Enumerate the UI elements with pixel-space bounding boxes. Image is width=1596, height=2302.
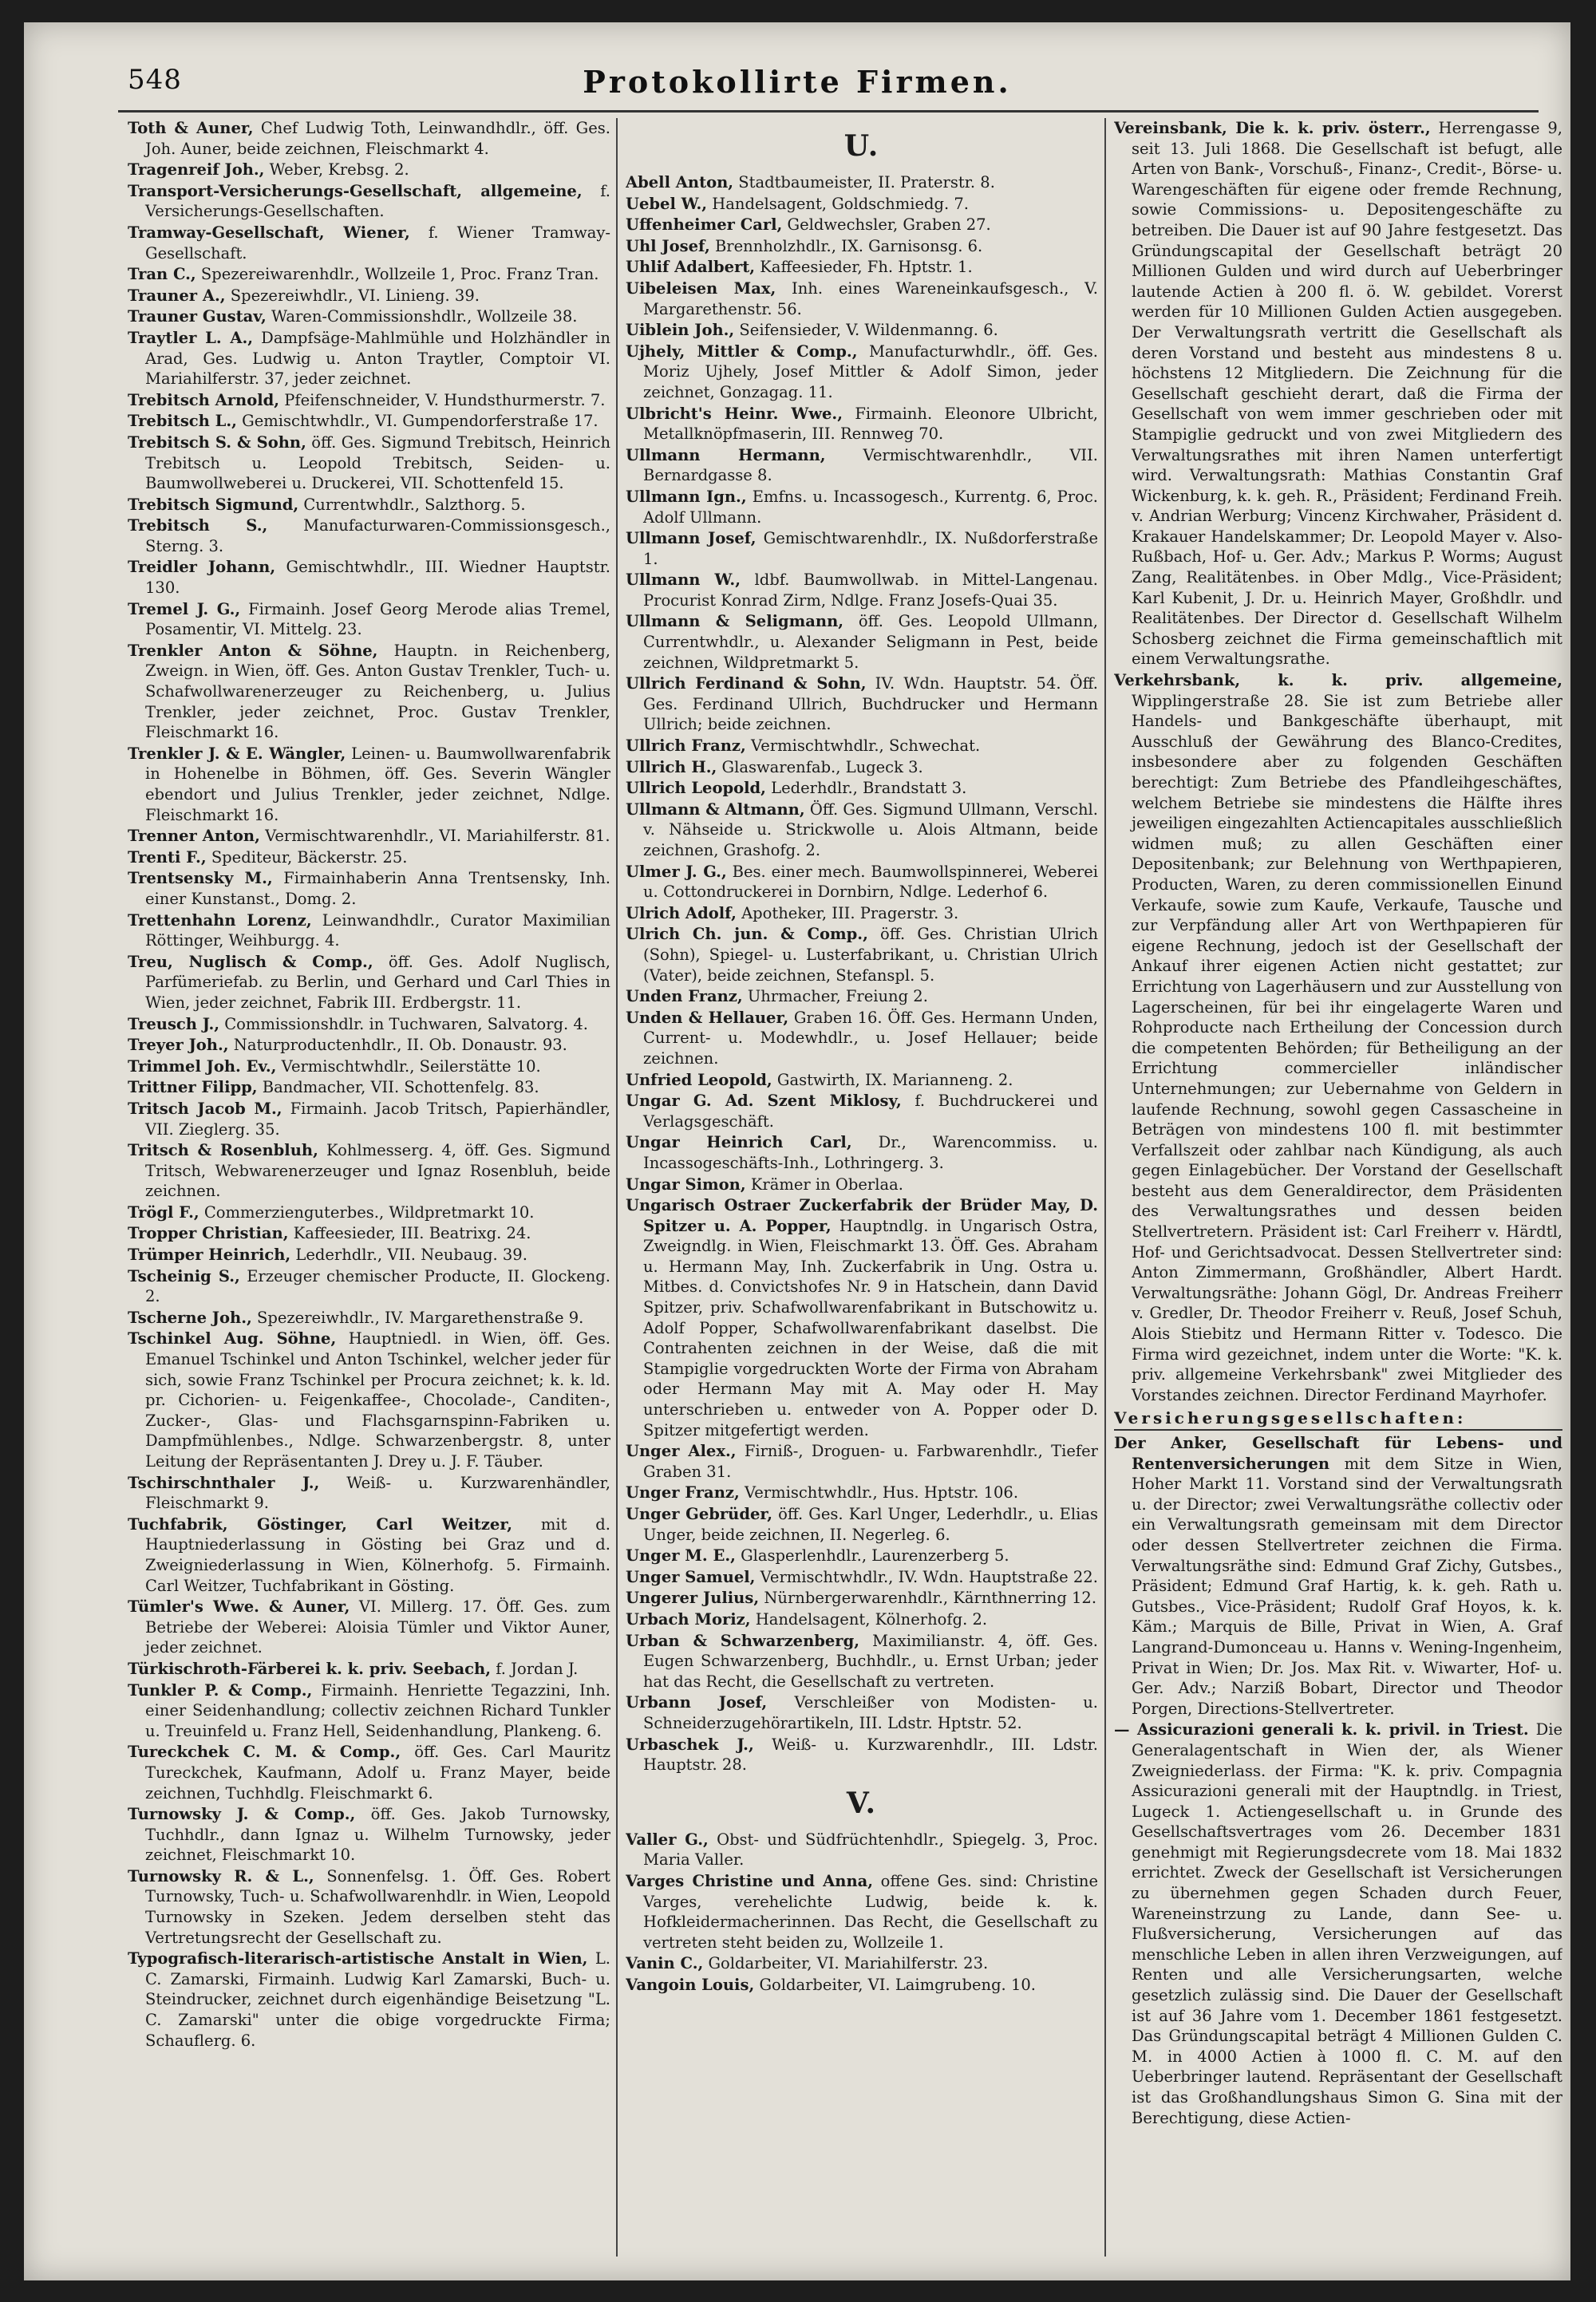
firm-name: Trauner Gustav, [128, 307, 267, 326]
firm-details: Naturproductenhdlr., II. Ob. Donaustr. 93. [228, 1036, 567, 1055]
firm-name: Trenkler J. & E. Wängler, [128, 744, 346, 763]
firm-details: Firniß-, Droguen- u. Farbwarenhdlr., Tiefer Graben 31. [643, 1442, 1098, 1481]
firm-details: Apotheker, III. Pragerstr. 3. [736, 903, 959, 922]
firm-details: Glaswarenfab., Lugeck 3. [717, 757, 923, 776]
firm-name: Trauner A., [128, 286, 226, 305]
firm-details: Krämer in Oberlaa. [745, 1175, 903, 1194]
document-page [24, 22, 1570, 2280]
directory-entry [128, 515, 610, 556]
firm-details: Graben 16. Öff. Ges. Hermann Unden, Current- u. Modewhdlr., u. Josef Hellauer; beide zeichnen. [643, 1008, 1098, 1068]
firm-name: Trenti F., [128, 847, 207, 867]
firm-details: Herrengasse 9, seit 13. Juli 1868. Die Gesellschaft ist befugt, alle Arten von Bank-, Vorschuß-, Finanz-, Credit-, Börse- u. Warengeschäften für eigene oder fremde Rechnung, sowie Commissions- u. Depositengeschäfte zu betreiben. Die Dauer ist auf 90 Jahre festgesetzt. Das Gründungscapital der Gesellschaft beträgt 20 Millionen Gulden und wird durch auf Ueberbringer lautende Actien à 200 fl. ö. W. gebildet. Vorerst werden für 10 Millionen Gulden Actien ausgegeben. Der Verwaltungsrath vertritt die Gesellschaft als deren Vorstand und besteht aus mindestens 8 u. höchstens 12 Mitgliedern. Die Zeichnung für die Gesellschaft geschieht derart, daß die Firma der Gesellschaft von wem immer geschrieben oder mit Stampiglie gedruckt und von zwei Mitgliedern des Verwaltungsrathes mit ihren Namen unterfertigt wird. Verwaltungsrath: Mathias Constantin Graf Wickenburg, k. k. geh. R., Präsident; Ferdinand Freih. v. Andrian Werburg; Vincenz Kirchwaher, Präsident d. Krakauer Handelskammer; Dr. Leopold Mayer v. Also-Rußbach, Hof- u. Ger. Adv.; Markus P. Worms; August Zang, Realitätenbes. in Ober Mdlg., Vice-Präsident; Karl Kubenit, J. Dr. u. Heinrich Mayer, Großhdlr. und Realitätenbes. Der Director d. Gesellschaft Wilhelm Schosberg zeichnet die Firma gemeinschaftlich mit einem Verwaltungsrathe. [1132, 119, 1562, 669]
directory-entry [626, 1008, 1098, 1069]
column-2 [626, 118, 1098, 2257]
firm-name: Ullrich Franz, [626, 736, 746, 756]
firm-name: Tran C., [128, 265, 196, 284]
firm-name: Ulrich Adolf, [626, 903, 737, 922]
firm-details: öff. Ges. Jakob Turnowsky, Tuchhdlr., dann Ignaz u. Wilhelm Turnowsky, jeder zeichnet, Fleischmarkt 10. [145, 1805, 610, 1865]
firm-name: Unger M. E., [626, 1546, 736, 1566]
firm-details: öff. Ges. Leopold Ullmann, Currentwhdlr., u. Alexander Seligmann in Pest, beide zeichnen, Wildpretmarkt 5. [643, 612, 1098, 672]
firm-details: Emfns. u. Incassogesch., Kurrentg. 6, Proc. Adolf Ullmann. [643, 487, 1098, 527]
directory-entry [626, 1588, 1098, 1609]
directory-entry [626, 1132, 1098, 1173]
directory-entry [128, 306, 610, 327]
firm-name: Tragenreif Joh., [128, 160, 265, 180]
firm-details: L. C. Zamarski, Firmainh. Ludwig Karl Zamarski, Buch- u. Steindrucker, zeichnet durch eigenhändige Beisetzung "L. C. Zamarski" unter die obige vorgedruckte Firma; Schauflerg. 6. [145, 1949, 610, 2050]
firm-details: mit d. Hauptniederlassung in Gösting bei Graz und d. Zweigniederlassung in Wien, Kölnerhofg. 5. Firmainh. Carl Weitzer, Tuchfabrikant in Gösting. [145, 1514, 610, 1595]
directory-entry [626, 1504, 1098, 1545]
firm-name: Uhl Josef, [626, 236, 710, 255]
firm-name: Ulrich Ch. jun. & Comp., [626, 925, 868, 944]
directory-entry [626, 1830, 1098, 1870]
directory-entry [626, 1070, 1098, 1091]
directory-entry [626, 236, 1098, 257]
directory-entry [626, 172, 1098, 193]
firm-details: Gemischtwhdlr., III. Wiedner Hauptstr. 130. [145, 558, 610, 598]
firm-name: Tureckchek C. M. & Comp., [128, 1743, 401, 1762]
directory-entry [128, 1949, 610, 2051]
firm-name: Ulbricht's Heinr. Wwe., [626, 404, 843, 423]
firm-name: Turnowsky R. & L., [128, 1866, 314, 1885]
firm-details: Leinen- u. Baumwollwarenfabrik in Hohenelbe in Böhmen, öff. Ges. Severin Wängler ebendort und Julius Trenkler, jeder zeichnet, Ndlge. Fleischmarkt 16. [145, 744, 610, 824]
directory-entry [626, 1195, 1098, 1440]
firm-name: Trimmel Joh. Ev., [128, 1056, 277, 1076]
directory-entry [626, 757, 1098, 778]
firm-details: f. Versicherungs-Gesellschaften. [145, 181, 610, 221]
directory-entry [128, 118, 610, 159]
firm-details: Spezereiwhdlr., IV. Margarethenstraße 9. [251, 1308, 584, 1327]
firm-details: Dampfsäge-Mahlmühle und Holzhändler in Arad, Ges. Ludwig u. Anton Traytler, Comptoir VI. Mariahilferstr. 37, jeder zeichnet. [145, 328, 610, 389]
directory-entry [128, 390, 610, 411]
firm-details: Leinwandhdlr., Curator Maximilian Röttinger, Weihburgg. 4. [145, 910, 610, 950]
firm-details: Hauptniedl. in Wien, öff. Ges. Emanuel Tschinkel und Anton Tschinkel, welcher jeder für sich, sowie Franz Tschinkel per Procura zeichnet; k. k. ld. pr. Cichorien- u. Feigenkaffee-, Chocolade-, Canditen-, Zucker-, Glas- und Flachsgarnspinn-Fabriken u. Dampfmühlenbes., Ndlge. Schwarzenbergstr. 8, unter Leitung der Repräsentanten J. Drey u. J. F. Täuber. [145, 1329, 610, 1471]
directory-entry [626, 487, 1098, 527]
firm-details: Spediteur, Bäckerstr. 25. [206, 847, 408, 867]
firm-details: Geldwechsler, Graben 27. [782, 215, 991, 235]
directory-entry [128, 1099, 610, 1139]
firm-details: Vermischtwhdlr., Schwechat. [745, 736, 981, 756]
directory-entry [128, 264, 610, 285]
firm-details: Maximilianstr. 4, öff. Ges. Eugen Schwarzenberg, Buchhdlr., u. Ernst Urban; jeder hat das Recht, die Gesellschaft zu vertreten. [643, 1631, 1098, 1691]
directory-entry [626, 1091, 1098, 1131]
firm-name: Ullmann & Altmann, [626, 800, 805, 819]
firm-name: Tschinkel Aug. Söhne, [128, 1329, 337, 1348]
firm-name: Tschirschnthaler J., [128, 1473, 320, 1492]
firm-details: Bes. einer mech. Baumwollspinnerei, Weberei u. Cottondruckerei in Dornbirn, Ndlge. Lederhof 6. [643, 862, 1098, 902]
firm-details: Hauptndlg. in Ungarisch Ostra, Zweigndlg. in Wien, Fleischmarkt 13. Öff. Ges. Abraham u. Hermann May, Inh. Zuckerfabrik in Ung. Ostra u. Mitbes. d. Convictshofes Nr. 9 in Hatschein, dann David Spitzer, priv. Schafwollwarenfabrikant in Butschowitz u. Adolf Popper, Schafwollwarenfabrikant daselbst. Die Contrahenten zeichnen in der Weise, daß die mit Stampiglie vorgedruckten Worte der Firma von Abraham oder Hermann May mit A. May oder H. May unterschrieben u. entweder von A. Popper oder D. Spitzer mitgefertigt werden. [643, 1216, 1098, 1439]
firm-details: Verschleißer von Modisten- u. Schneiderzugehörartikeln, III. Ldstr. Hptstr. 52. [643, 1693, 1098, 1732]
firm-name: Ullmann Josef, [626, 529, 757, 548]
firm-name: Ullrich H., [626, 757, 717, 776]
header-rule [118, 110, 1539, 113]
firm-details: Chef Ludwig Toth, Leinwandhdlr., öff. Ges. Joh. Auner, beide zeichnen, Fleischmarkt 4. [145, 119, 610, 158]
directory-entry [128, 1140, 610, 1202]
firm-name: Tremel J. G., [128, 599, 241, 618]
directory-entry [128, 557, 610, 598]
directory-entry [626, 1175, 1098, 1195]
directory-entry [128, 286, 610, 306]
firm-details: Bandmacher, VII. Schottenfelg. 83. [257, 1078, 539, 1097]
firm-name: Ujhely, Mittler & Comp., [626, 342, 858, 361]
firm-name: Ullmann Hermann, [626, 445, 826, 464]
directory-entry [128, 599, 610, 640]
firm-name: Traytler L. A., [128, 328, 254, 347]
directory-entry [128, 495, 610, 515]
firm-details: f. Jordan J. [491, 1659, 579, 1678]
directory-entry [626, 404, 1098, 444]
directory-entry [626, 903, 1098, 924]
firm-name: Tscheinig S., [128, 1266, 240, 1285]
firm-details: Vermischtwarenhdlr., VII. Bernardgasse 8. [643, 445, 1098, 485]
directory-entry [626, 1567, 1098, 1588]
directory-entry [128, 411, 610, 432]
directory-entry [626, 1975, 1098, 1996]
directory-entry [128, 868, 610, 909]
firm-details: Firmainh. Eleonore Ulbricht, Metallknöpfmaserin, III. Rennweg 70. [643, 404, 1098, 444]
firm-name: Uhlif Adalbert, [626, 258, 756, 277]
firm-details: Seifensieder, V. Wildenmanng. 6. [734, 321, 998, 340]
firm-name: Der Anker, Gesellschaft für Lebens- und Rentenversicherungen [1114, 1434, 1562, 1473]
firm-name: Ullrich Leopold, [626, 779, 766, 798]
directory-entry [626, 736, 1098, 756]
directory-entry [128, 1329, 610, 1471]
firm-details: Lederhdlr., VII. Neubaug. 39. [290, 1246, 527, 1265]
directory-entry [626, 1735, 1098, 1775]
firm-details: Lederhdlr., Brandstatt 3. [765, 779, 967, 798]
firm-name: Ungar Simon, [626, 1175, 746, 1194]
directory-entry [128, 1014, 610, 1035]
firm-details: Gemischtwhdlr., VI. Gumpendorferstraße 17. [236, 412, 598, 431]
firm-details: Vermischtwhdlr., IV. Wdn. Hauptstraße 22. [755, 1567, 1098, 1586]
directory-entry [626, 570, 1098, 610]
directory-entry [626, 778, 1098, 799]
directory-entry [1114, 670, 1562, 1405]
firm-name: Tscherne Joh., [128, 1308, 252, 1327]
firm-name: Typografisch-literarisch-artistische Anstalt in Wien, [128, 1949, 588, 1968]
firm-details: Firmainh. Josef Georg Merode alias Tremel, Posamentir, VI. Mittelg. 23. [145, 599, 610, 639]
directory-entry [626, 445, 1098, 486]
firm-name: Uebel W., [626, 194, 708, 213]
firm-name: Treusch J., [128, 1014, 220, 1033]
firm-name: Urbaschek J., [626, 1735, 754, 1754]
directory-entry [128, 1308, 610, 1329]
page-header [24, 22, 1570, 118]
directory-entry [128, 1514, 610, 1596]
firm-name: Trümper Heinrich, [128, 1246, 291, 1265]
firm-name: Trebitsch Arnold, [128, 390, 280, 409]
directory-entry [626, 862, 1098, 902]
firm-details: Handelsagent, Goldschmiedg. 7. [707, 194, 969, 213]
directory-entry [128, 328, 610, 389]
firm-details: Erzeuger chemischer Producte, II. Glockeng. 2. [145, 1266, 610, 1306]
firm-details: Wipplingerstraße 28. Sie ist zum Betriebe aller Handels- und Bankgeschäfte überhaupt, mit Ausschluß der Gewährung des Blanco-Credites, insbesondere aber zu folgenden Geschäften berechtigt: Zum Betriebe des Pfandleihgeschäftes, welchem Betriebe sie mindestens die Hälfte ihres jeweiligen eingezahlten Actiencapitales ausschließlich widmen muß; zu allen Geschäften einer Depositenbank; zur Belehnung von Werthpapieren, Producten, Waren, zu deren commissionellen Einund Verkaufe, sowie zum Kaufe, Verkaufe, Tausche und zur Verpfändung aller Art von Werthpapieren für eigene Rechnung, jedoch ist der Gesellschaft der Ankauf ihrer eigenen Actien nicht gestattet; zur Errichtung von Lagerhäusern und zur Ausstellung von Lagerscheinen, für bei ihr eingelagerte Waren und Rohproducte nach Ertheilung der Concession durch die competenten Behörden; für Betheiligung an der Errichtung commercieller inländischer Unternehmungen; zur Uebernahme von Geldern in laufende Rechnung, sowohl gegen Cassascheine in Beträgen von mindestens 100 fl. mit bestimmter Verfallszeit oder zahlbar nach Kündigung, als auch gegen Einlagebücher. Der Vorstand der Gesellschaft besteht aus dem Generaldirector, dem Präsidenten des Verwaltungsrathes und dessen beiden Stellvertretern. Präsident ist: Carl Freiherr v. Härdtl, Hof- und Gerichtsadvocat. Dessen Stellvertreter sind: Anton Zimmermann, Großhändler, Albert Hardt. Verwaltungsräthe: Johann Gögl, Dr. Andreas Freiherr v. Gredler, Dr. Theodor Freiherr v. Reuß, Josef Schuh, Alois Stiebitz und Hermann Ritter v. Todesco. Die Firma wird gezeichnet, indem unter die Worte: "K. k. priv. allgemeine Verkehrsbank" zwei Mitglieder des Vorstandes zeichnen. Director Ferdinand Mayrhofer. [1132, 691, 1562, 1404]
firm-details: Uhrmacher, Freiung 2. [742, 987, 928, 1006]
directory-entry [128, 1223, 610, 1244]
directory-entry [128, 1035, 610, 1056]
firm-name: Trittner Filipp, [128, 1078, 258, 1097]
directory-entry [128, 1245, 610, 1266]
directory-entry [626, 1953, 1098, 1974]
directory-entry [128, 1202, 610, 1223]
firm-details: Vermischtwhdlr., Seilerstätte 10. [276, 1056, 541, 1076]
firm-name: Trögl F., [128, 1202, 200, 1222]
firm-details: Vermischtwhdlr., Hus. Hptstr. 106. [739, 1483, 1019, 1502]
firm-details: ldbf. Baumwollwab. in Mittel-Langenau. Procurist Konrad Zirm, Ndlge. Franz Josefs-Quai 35. [643, 571, 1098, 610]
directory-entry [626, 1441, 1098, 1482]
firm-name: Trenkler Anton & Söhne, [128, 641, 378, 660]
firm-name: Ungar Heinrich Carl, [626, 1133, 852, 1152]
firm-name: Tritsch Jacob M., [128, 1099, 282, 1118]
firm-name: Vereinsbank, Die k. k. priv. österr., [1114, 119, 1431, 137]
firm-name: Tropper Christian, [128, 1224, 289, 1243]
directory-entry [128, 1680, 610, 1742]
firm-name: Trebitsch L., [128, 412, 237, 431]
firm-name: Tunkler P. & Comp., [128, 1680, 313, 1700]
directory-entry [1114, 118, 1562, 669]
firm-details: öff. Ges. Sigmund Trebitsch, Heinrich Trebitsch u. Leopold Trebitsch, Seiden- u. Baumwollweberei u. Druckerei, VII. Schottenfeld 15. [145, 432, 610, 493]
firm-details: Goldarbeiter, VI. Laimgrubeng. 10. [754, 1975, 1036, 1994]
directory-entry [128, 223, 610, 263]
firm-name: Uffenheimer Carl, [626, 215, 783, 235]
firm-name: Türkischroth-Färberei k. k. priv. Seebach, [128, 1659, 492, 1678]
firm-name: Treyer Joh., [128, 1036, 229, 1055]
directory-entry [128, 1056, 610, 1077]
firm-name: Vangoin Louis, [626, 1975, 755, 1994]
firm-name: Ullmann & Seligmann, [626, 612, 844, 631]
directory-entry [128, 1866, 610, 1948]
firm-name: Urbach Moriz, [626, 1609, 751, 1629]
firm-details: Stadtbaumeister, II. Praterstr. 8. [733, 173, 995, 192]
firm-details: VI. Millerg. 17. Öff. Ges. zum Betriebe der Weberei: Aloisia Tümler und Viktor Auner, jeder zeichnet. [145, 1597, 610, 1657]
directory-entry [128, 952, 610, 1013]
firm-details: Pfeifenschneider, V. Hundsthurmerstr. 7. [279, 390, 606, 409]
firm-name: Vanin C., [626, 1954, 704, 1973]
firm-name: Trebitsch S. & Sohn, [128, 432, 306, 452]
directory-entry [128, 1742, 610, 1803]
section-heading: V. [846, 1786, 878, 1820]
subsection-heading: Versicherungsgesellschaften: [1114, 1408, 1562, 1431]
firm-name: Transport-Versicherungs-Gesellschaft, allgemeine, [128, 181, 583, 200]
directory-entry [128, 744, 610, 825]
directory-entry [128, 432, 610, 494]
firm-name: Unden & Hellauer, [626, 1008, 789, 1027]
firm-details: Vermischtwarenhdlr., VI. Mariahilferstr. 81. [259, 827, 610, 846]
directory-entry [128, 160, 610, 180]
firm-details: öff. Ges. Carl Mauritz Tureckchek, Kaufmann, Adolf u. Franz Mayer, beide zeichnen, Tuchhdlg. Fleischmarkt 6. [145, 1743, 610, 1803]
firm-name: Ungerer Julius, [626, 1589, 760, 1608]
directory-entry [1114, 1720, 1562, 2128]
firm-details: Weber, Krebsg. 2. [264, 160, 409, 180]
directory-entry [128, 847, 610, 868]
firm-details: Goldarbeiter, VI. Mariahilferstr. 23. [703, 1954, 989, 1973]
firm-details: offene Ges. sind: Christine Varges, verehelichte Ludwig, beide k. k. Hofkleidermacherinnen. Das Recht, die Gesellschaft zu vertreten steht beiden zu, Wollzeile 1. [643, 1871, 1098, 1952]
firm-name: Trebitsch Sigmund, [128, 495, 299, 514]
firm-name: Trentsensky M., [128, 869, 273, 888]
directory-entry [128, 826, 610, 847]
section-heading: U. [843, 129, 880, 163]
column-divider [616, 118, 618, 2257]
firm-name: Ullrich Ferdinand & Sohn, [626, 674, 867, 693]
firm-name: Uibeleisen Max, [626, 278, 776, 298]
directory-entry [128, 1266, 610, 1307]
firm-name: Ullmann Ign., [626, 487, 747, 506]
firm-details: Gastwirth, IX. Marianneng. 2. [772, 1070, 1013, 1089]
firm-details: Kaffeesieder, Fh. Hptstr. 1. [755, 258, 973, 277]
directory-entry [626, 1483, 1098, 1503]
firm-name: Tümler's Wwe. & Auner, [128, 1597, 350, 1617]
firm-name: Uiblein Joh., [626, 321, 735, 340]
directory-entry [626, 924, 1098, 985]
column-1 [128, 118, 610, 2257]
directory-entry [626, 194, 1098, 215]
firm-name: Tuchfabrik, Göstinger, Carl Weitzer, [128, 1514, 512, 1534]
firm-name: Treu, Nuglisch & Comp., [128, 952, 373, 971]
directory-entry [128, 1473, 610, 1514]
firm-name: Unden Franz, [626, 987, 743, 1006]
firm-details: öff. Ges. Christian Ulrich (Sohn), Spiegel- u. Lusterfabrikant, u. Christian Ulrich (Vater), beide zeichnen, Stefanspl. 5. [643, 925, 1098, 985]
firm-name: Ulmer J. G., [626, 862, 727, 881]
firm-details: Commerzienguterbes., Wildpretmarkt 10. [199, 1202, 535, 1222]
firm-details: Inh. eines Wareneinkaufsgesch., V. Margarethenstr. 56. [643, 278, 1098, 318]
firm-name: Unger Gebrüder, [626, 1505, 773, 1523]
firm-details: Kaffeesieder, III. Beatrixg. 24. [288, 1224, 531, 1243]
firm-name: Abell Anton, [626, 173, 734, 192]
directory-entry [128, 1597, 610, 1658]
directory-entry [128, 1804, 610, 1866]
directory-entry [128, 910, 610, 951]
firm-details: Spezereiwarenhdlr., Wollzeile 1, Proc. Franz Tran. [196, 265, 599, 284]
firm-details: IV. Wdn. Hauptstr. 54. Öff. Ges. Ferdinand Ullrich, Buchdrucker und Hermann Ullrich; beide zeichnen. [643, 674, 1098, 734]
firm-details: Commissionshdlr. in Tuchwaren, Salvatorg. 4. [219, 1014, 588, 1033]
directory-entry [626, 800, 1098, 861]
directory-entry [626, 1871, 1098, 1953]
directory-entry [128, 1077, 610, 1098]
firm-name: Turnowsky J. & Comp., [128, 1805, 356, 1824]
firm-name: Unger Samuel, [626, 1567, 756, 1586]
firm-name: Ungar G. Ad. Szent Miklosy, [626, 1092, 902, 1111]
page-number: 548 [128, 64, 182, 96]
firm-name: Valler G., [626, 1830, 709, 1849]
firm-name: Ungarisch Ostraer Zuckerfabrik der Brüder May, D. Spitzer u. A. Popper, [626, 1196, 1098, 1235]
firm-details: Die Generalagentschaft in Wien der, als Wiener Zweigniederlass. der Firma: "K. k. priv. Compagnia Assicurazioni generali mit der Hauptndlg. in Triest, Lugeck 1. Actiengesellschaft u. in Grunde des Gesellschaftsvertrages vom 26. December 1831 genehmigt mit Regierungsdecrete vom 18. Mai 1832 errichtet. Zweck der Gesellschaft ist Versicherungen zu übernehmen gegen Schaden durch Feuer, Wareneinstrzung zu Lande, dann See- u. Flußversicherung, Versicherungen auf das menschliche Leben in allen ihren Verzweigungen, auf Renten und alle Versicherungsarten, welche gesetzlich zulässig sind. Die Dauer der Gesellschaft ist auf 36 Jahre vom 1. December 1861 festgesetzt. Das Gründungscapital beträgt 4 Millionen Gulden C. M. in 4000 Actien à 1000 fl. C. M. auf den Ueberbringer lautend. Repräsentant der Gesellschaft ist das Großhandlungshaus Simon G. Sina mit der Berechtigung, diese Actien- [1132, 1720, 1562, 2127]
firm-name: — Assicurazioni generali k. k. privil. in Triest. [1114, 1720, 1529, 1739]
firm-details: Sonnenfelsg. 1. Öff. Ges. Robert Turnowsky, Tuch- u. Schafwollwarenhdlr. in Wien, Leopold Turnowsky in Szeken. Jedem derselben steht das Vertretungsrecht der Gesellschaft zu. [145, 1866, 610, 1947]
directory-entry [626, 1546, 1098, 1566]
directory-entry [626, 320, 1098, 341]
directory-entry [626, 673, 1098, 735]
firm-name: Treidler Johann, [128, 558, 276, 577]
firm-details: öff. Ges. Adolf Nuglisch, Parfümeriefab. zu Berlin, und Gerhard und Carl Thies in Wien, jeder zeichnet, Fabrik III. Erdbergstr. 11. [145, 952, 610, 1012]
directory-entry [626, 257, 1098, 278]
firm-details: f. Buchdruckerei und Verlagsgeschäft. [643, 1092, 1098, 1131]
firm-name: Toth & Auner, [128, 119, 254, 137]
firm-details: Waren-Commissionshdlr., Wollzeile 38. [266, 307, 578, 326]
directory-entry [626, 342, 1098, 403]
directory-entry [626, 611, 1098, 673]
firm-details: Kohlmesserg. 4, öff. Ges. Sigmund Tritsch, Webwarenerzeuger und Ignaz Rosenbluh, beide zeichnen. [145, 1141, 610, 1201]
firm-details: Spezereiwhdlr., VI. Linieng. 39. [225, 286, 480, 305]
directory-entry [128, 641, 610, 743]
firm-details: Nürnbergerwarenhdlr., Kärnthnerring 12. [759, 1589, 1097, 1608]
firm-details: Hauptn. in Reichenberg, Zweign. in Wien, öff. Ges. Anton Gustav Trenkler, Tuch- u. Schafwollwarenerzeuger zu Reichenberg, u. Julius Trenkler, jeder zeichnet, Proc. Gustav Trenkler, Fleischmarkt 16. [145, 641, 610, 742]
firm-details: Glasperlenhdlr., Laurenzerberg 5. [735, 1546, 1009, 1566]
directory-entry [626, 215, 1098, 235]
firm-details: Handelsagent, Kölnerhofg. 2. [750, 1609, 988, 1629]
firm-name: Trettenhahn Lorenz, [128, 910, 312, 930]
directory-entry [128, 1659, 610, 1680]
firm-details: f. Wiener Tramway-Gesellschaft. [145, 223, 610, 263]
firm-details: Brennholzhdlr., IX. Garnisonsg. 6. [709, 236, 983, 255]
column-3 [1114, 118, 1562, 2257]
firm-details: Currentwhdlr., Salzthorg. 5. [298, 495, 526, 514]
directory-entry [626, 986, 1098, 1007]
firm-name: Varges Christine und Anna, [626, 1871, 874, 1890]
firm-name: Trenner Anton, [128, 827, 260, 846]
directory-entry [128, 181, 610, 222]
directory-entry [626, 278, 1098, 319]
firm-name: Verkehrsbank, k. k. priv. allgemeine, [1114, 671, 1562, 690]
firm-details: Gemischtwarenhdlr., IX. Nußdorferstraße 1. [643, 529, 1098, 568]
firm-details: Firmainh. Jacob Tritsch, Papierhändler, VII. Zieglerg. 35. [145, 1099, 610, 1139]
firm-details: Firmainh. Henriette Tegazzini, Inh. einer Seidenhandlung; collectiv zeichnen Richard Tunkler u. Treuinfeld u. Franz Hell, Seidenhandlung, Plankeng. 6. [145, 1680, 610, 1740]
column-divider [1104, 118, 1106, 2257]
firm-name: Unger Franz, [626, 1483, 740, 1502]
firm-name: Tritsch & Rosenbluh, [128, 1141, 318, 1160]
firm-name: Unfried Leopold, [626, 1070, 772, 1089]
firm-details: Firmainhaberin Anna Trentsensky, Inh. einer Kunstanst., Domg. 2. [145, 869, 610, 908]
directory-entry [626, 1692, 1098, 1733]
directory-entry [626, 1631, 1098, 1692]
firm-name: Trebitsch S., [128, 516, 268, 535]
firm-details: Obst- und Südfrüchtenhdlr., Spiegelg. 3, Proc. Maria Valler. [643, 1830, 1098, 1870]
firm-name: Tramway-Gesellschaft, Wiener, [128, 223, 410, 242]
directory-entry [626, 1609, 1098, 1630]
firm-name: Unger Alex., [626, 1442, 737, 1461]
firm-details: Dr., Warencommiss. u. Incassogeschäfts-Inh., Lothringerg. 3. [643, 1133, 1098, 1172]
running-title: Protokollirte Firmen. [583, 64, 1012, 100]
directory-entry [1114, 1433, 1562, 1719]
firm-details: Weiß- u. Kurzwarenhändler, Fleischmarkt 9. [145, 1473, 610, 1513]
firm-details: öff. Ges. Karl Unger, Lederhdlr., u. Elias Unger, beide zeichnen, II. Negerleg. 6. [643, 1505, 1098, 1544]
firm-name: Urban & Schwarzenberg, [626, 1631, 859, 1650]
firm-details: Manufacturwaren-Commissionsgesch., Sterng. 3. [145, 516, 610, 555]
firm-details: Manufacturwhdlr., öff. Ges. Moriz Ujhely, Josef Mittler & Adolf Simon, jeder zeichnet, Gonzagag. 11. [643, 342, 1098, 401]
firm-name: Urbann Josef, [626, 1693, 768, 1712]
directory-entry [626, 528, 1098, 569]
firm-details: Weiß- u. Kurzwarenhdlr., III. Ldstr. Hauptstr. 28. [643, 1735, 1098, 1775]
firm-name: Ullmann W., [626, 571, 741, 590]
firm-details: mit dem Sitze in Wien, Hoher Markt 11. Vorstand sind der Verwaltungsrath u. der Director; zwei Verwaltungsräthe collectiv oder ein Verwaltungsrath gemeinsam mit dem Director oder dessen Stellvertreter zeichnen die Firma. Verwaltungsräthe sind: Edmund Graf Zichy, Gutsbes., Präsident; Edmund Graf Hartig, k. k. geh. Rath u. Gutsbes., Vice-Präsident; Rudolf Graf Hoyos, k. k. Käm.; Marquis de Bille, Privat in Wien, A. Graf Langrand-Dumonceau u. Hanns v. Wening-Ingenheim, Privat in Wien; Dr. Jos. Max Rit. v. Wiwarter, Hof- u. Ger. Adv.; Narziß Bobart, Director und Theodor Porgen, Directions-Stellvertreter. [1132, 1454, 1562, 1718]
firm-details: Öff. Ges. Sigmund Ullmann, Verschl. v. Nähseide u. Strickwolle u. Alois Altmann, beide zeichnen, Grashofg. 2. [643, 800, 1098, 859]
